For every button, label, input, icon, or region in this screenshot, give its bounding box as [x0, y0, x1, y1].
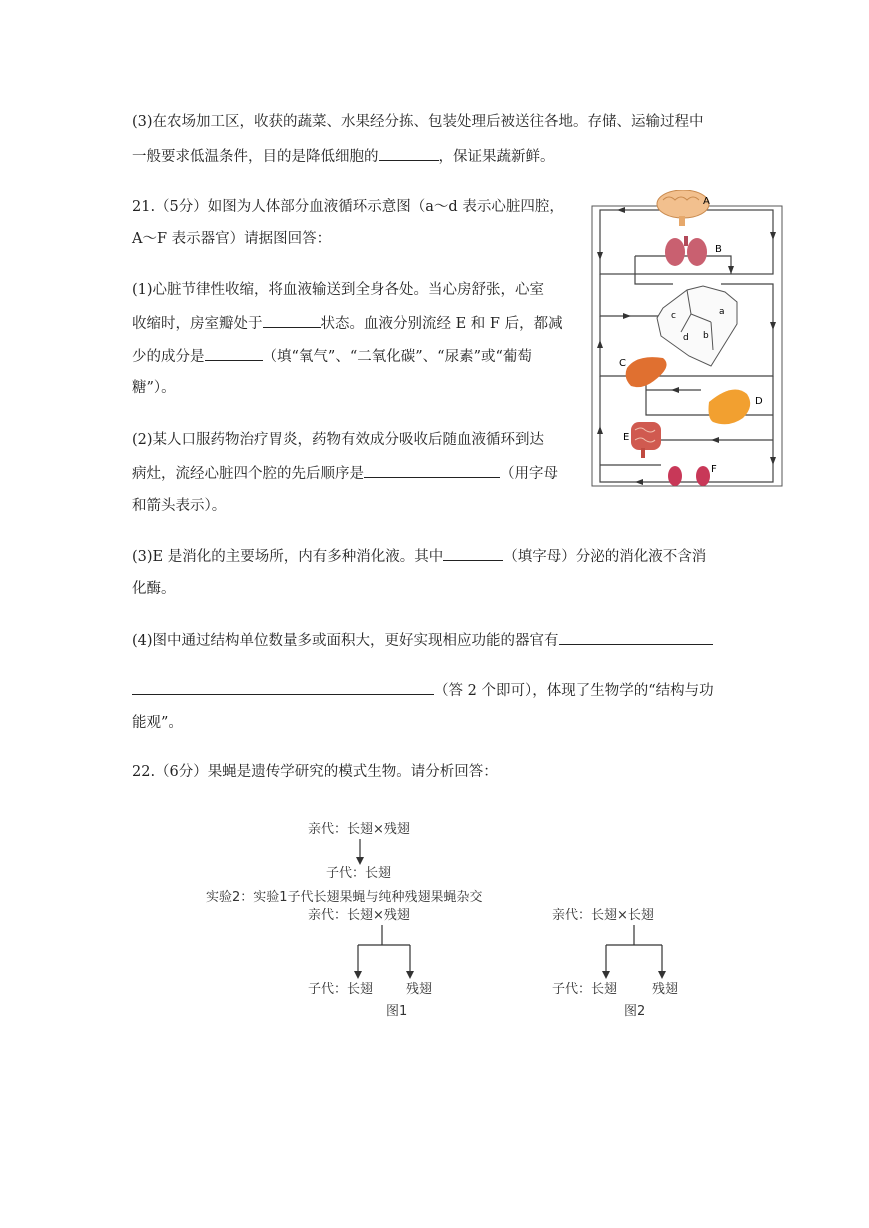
q21-p2-line1: (2)某人口服药物治疗胃炎，药物有效成分吸收后随血液循环到达	[132, 432, 545, 448]
q21-p4-text-a: (4)图中通过结构单位数量多或面积大，更好实现相应功能的器官有	[132, 633, 559, 649]
label-c: c	[671, 311, 676, 321]
brain-icon	[657, 190, 709, 226]
label-b: b	[703, 331, 709, 341]
q21-heading-line2: A～F 表示器官）请据图回答：	[132, 231, 332, 247]
arrow-icon	[635, 479, 643, 485]
answer-blank[interactable]	[364, 463, 500, 478]
q21-p1-text-a: 收缩时，房室瓣处于	[132, 316, 263, 332]
q21-p4-line3: 能观”。	[132, 715, 183, 731]
stomach-icon	[709, 390, 751, 425]
arrow-icon	[658, 971, 666, 979]
q21-heading-line1: 21.（5分）如图为人体部分血液循环示意图（a～d 表示心脏四腔，	[132, 199, 564, 215]
q21-p4-text-b: （答 2 个即可），体现了生物学的“结构与功	[434, 683, 714, 699]
fig2-offspring-vestigial: 残翅	[652, 982, 679, 997]
kidneys-icon	[668, 466, 710, 486]
heart-icon	[657, 286, 737, 366]
q20-3-text-a: 一般要求低温条件，目的是降低细胞的	[132, 149, 379, 165]
q20-3-text-b: ，保证果蔬新鲜。	[438, 149, 555, 165]
q21-p1-line2	[132, 313, 563, 334]
q21-p1-text-b: 状态。血液分别流经 E 和 F 后，都减	[320, 316, 563, 332]
figure1-caption: 图1	[386, 1004, 408, 1019]
arrow-icon	[770, 322, 776, 330]
q21-p4-line2	[132, 680, 714, 701]
arrow-icon	[597, 426, 603, 434]
arrow-icon	[406, 971, 414, 979]
fig1-parent-exp2: 亲代：长翅×残翅	[308, 908, 410, 923]
q20-3-line2	[132, 146, 555, 167]
fig1-child-exp1: 子代：长翅	[326, 866, 392, 881]
q21-p2-text-a: 病灶，流经心脏四个腔的先后顺序是	[132, 466, 364, 482]
arrow-icon	[354, 971, 362, 979]
figure2-caption: 图2	[624, 1004, 646, 1019]
q21-p4-line1	[132, 630, 713, 651]
fig1-branch-lines	[358, 925, 410, 973]
q21-p3-text-a: (3)E 是消化的主要场所，内有多种消化液。其中	[132, 549, 444, 565]
q21-p2-line2	[132, 463, 558, 484]
arrow-icon	[711, 437, 719, 443]
lungs-icon	[665, 236, 707, 266]
arrow-icon	[770, 232, 776, 240]
fig2-parent: 亲代：长翅×长翅	[552, 908, 654, 923]
label-B: B	[715, 244, 722, 255]
arrow-icon	[597, 252, 603, 260]
q21-p1-text-d: （填“氧气”、“二氧化碳”、“尿素”或“葡萄	[262, 349, 532, 365]
label-F: F	[711, 464, 717, 475]
answer-blank[interactable]	[559, 630, 713, 645]
q21-p2-text-b: （用字母	[500, 466, 558, 482]
answer-blank[interactable]	[263, 313, 321, 328]
arrow-icon	[602, 971, 610, 979]
q21-p2-line3: 和箭头表示）。	[132, 498, 227, 514]
answer-blank[interactable]	[379, 146, 439, 161]
arrow-icon	[617, 207, 625, 213]
arrow-icon	[623, 313, 631, 319]
q21-p1-line1: (1)心脏节律性收缩，将血液输送到全身各处。当心房舒张，心室	[132, 282, 545, 298]
circulation-diagram	[591, 190, 783, 488]
fig1-offspring-vestigial: 残翅	[406, 982, 433, 997]
fig1-offspring-long: 子代：长翅	[308, 982, 374, 997]
liver-icon	[626, 357, 667, 387]
arrow-icon	[671, 387, 679, 393]
answer-blank[interactable]	[205, 346, 263, 361]
label-a: a	[719, 307, 725, 317]
fig1-parent-exp1: 亲代：长翅×残翅	[308, 822, 410, 837]
q20-3-line1: (3)在农场加工区，收获的蔬菜、水果经分拣、包装处理后被送往各地。存储、运输过程中	[132, 114, 704, 130]
q21-p1-line4: 糖”）。	[132, 380, 176, 396]
label-A: A	[703, 196, 710, 207]
answer-blank[interactable]	[132, 680, 434, 695]
q21-p3-line2: 化酶。	[132, 581, 176, 597]
q21-p1-text-c: 少的成分是	[132, 349, 205, 365]
arrow-icon	[770, 457, 776, 465]
genetics-figure	[196, 815, 696, 1025]
q22-heading: 22.（6分）果蝇是遗传学研究的模式生物。请分析回答：	[132, 764, 498, 780]
q21-p3-text-b: （填字母）分泌的消化液不含消	[503, 549, 707, 565]
answer-blank[interactable]	[443, 546, 503, 561]
label-C: C	[619, 358, 626, 369]
label-D: D	[755, 396, 763, 407]
arrow-icon	[728, 266, 734, 274]
q21-p1-line3	[132, 346, 532, 367]
arrow-icon	[356, 857, 364, 865]
fig2-offspring-long: 子代：长翅	[552, 982, 618, 997]
intestine-icon	[631, 422, 661, 458]
fig2-branch-lines	[606, 925, 662, 973]
q21-p3-line1	[132, 546, 706, 567]
label-E: E	[623, 432, 630, 443]
experiment2-title: 实验2：实验1子代长翅果蝇与纯种残翅果蝇杂交	[206, 890, 483, 905]
label-d: d	[683, 333, 689, 343]
arrow-icon	[597, 340, 603, 348]
